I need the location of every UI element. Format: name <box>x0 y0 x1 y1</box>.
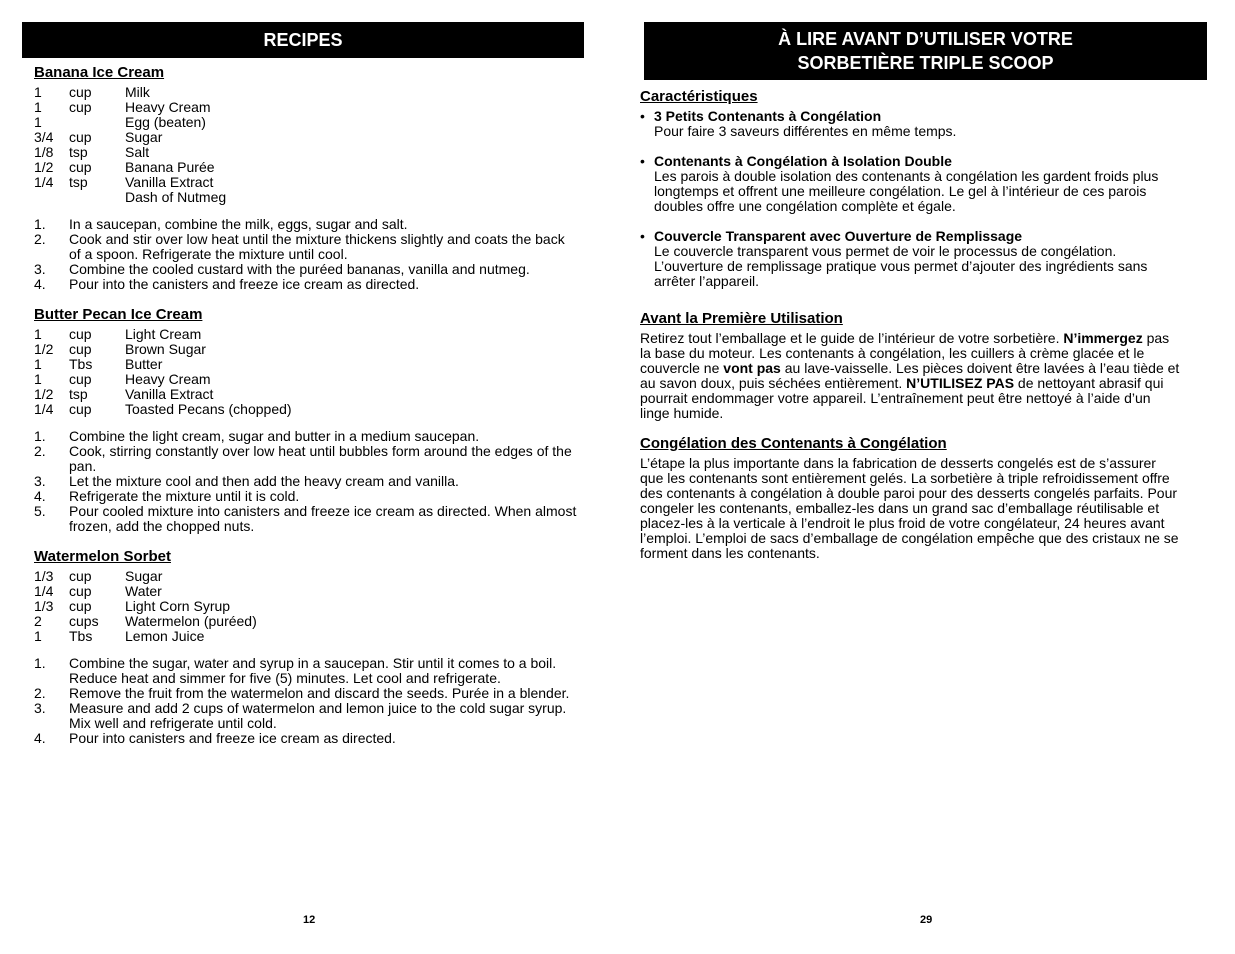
ingredient-name: Watermelon (puréed) <box>125 613 257 629</box>
feature-item <box>640 154 1182 214</box>
step-row <box>34 686 579 701</box>
ingredient-quantity: 1/4 <box>34 401 54 417</box>
step-row <box>34 444 579 474</box>
ingredient-quantity: 1/2 <box>34 159 54 175</box>
ingredient-row <box>34 569 579 584</box>
ingredient-unit: tsp <box>69 174 88 190</box>
ingredient-name: Water <box>125 583 162 599</box>
instructions-content <box>640 88 1182 561</box>
step-row <box>34 504 579 534</box>
page-number-left: 12 <box>303 914 316 926</box>
step-row <box>34 474 579 489</box>
banner-line-2: SORBETIÈRE TRIPLE SCOOP <box>797 53 1054 73</box>
step-text: Pour into canisters and freeze ice cream as directed. <box>69 730 396 746</box>
step-row <box>34 232 579 262</box>
ingredient-quantity: 1/2 <box>34 386 54 402</box>
ingredient-unit: cup <box>69 129 92 145</box>
ingredient-unit: cup <box>69 84 92 100</box>
ingredient-quantity: 1 <box>34 356 42 372</box>
step-number: 2. <box>34 685 46 701</box>
recipes-banner-title: RECIPES <box>263 30 343 50</box>
recipe <box>34 306 579 534</box>
ingredient-row <box>34 372 579 387</box>
step-number: 1. <box>34 428 46 444</box>
ingredient-quantity: 1/4 <box>34 174 54 190</box>
ingredient-unit: cup <box>69 341 92 357</box>
step-text: Combine the light cream, sugar and butter in a medium saucepan. <box>69 428 480 444</box>
step-text: Combine the sugar, water and syrup in a saucepan. Stir until it comes to a boil. Reduce heat and simmer for five (5) minutes. Let cool and refrigerate. <box>69 655 557 686</box>
ingredient-quantity: 1/2 <box>34 341 54 357</box>
step-row <box>34 277 579 292</box>
ingredient-name: Vanilla Extract <box>125 174 214 190</box>
features-heading: Caractéristiques <box>640 88 758 105</box>
recipe <box>34 548 579 746</box>
ingredient-quantity: 1 <box>34 326 42 342</box>
before-bold-1: N’immergez <box>1063 330 1143 346</box>
recipe-title: Butter Pecan Ice Cream <box>34 306 203 323</box>
ingredient-quantity: 2 <box>34 613 42 629</box>
feature-title: Couvercle Transparent avec Ouverture de Remplissage <box>654 228 1023 244</box>
ingredient-row <box>34 327 579 342</box>
recipes-banner <box>22 22 584 58</box>
ingredient-unit: cup <box>69 598 92 614</box>
ingredient-name: Sugar <box>125 129 163 145</box>
ingredient-quantity: 1/4 <box>34 583 54 599</box>
feature-text: Les parois à double isolation des contenants à congélation les gardent froids plus longtemps et offrent une meilleure congélation. Le gel à l’intérieur de ces parois doubles offre une congélation complète et égale. <box>654 168 1159 214</box>
step-text: Measure and add 2 cups of watermelon and lemon juice to the cold sugar syrup. Mix well and refrigerate until cold. <box>69 700 567 731</box>
banner-line-1: À LIRE AVANT D’UTILISER VOTRE <box>778 29 1073 49</box>
ingredient-name: Sugar <box>125 568 163 584</box>
ingredient-unit: cup <box>69 568 92 584</box>
feature-text: Pour faire 3 saveurs différentes en même temps. <box>654 123 957 139</box>
ingredient-row <box>34 115 579 130</box>
before-bold-2: vont pas <box>723 360 781 376</box>
ingredient-unit <box>69 190 125 205</box>
ingredient-row <box>34 357 579 372</box>
step-text: Let the mixture cool and then add the heavy cream and vanilla. <box>69 473 459 489</box>
ingredient-name: Brown Sugar <box>125 341 206 357</box>
bullet-icon: • <box>640 153 645 169</box>
before-text-3: au lave-vaisselle. Les pièces doivent être lavées à l’eau tiède et au savon doux, puis séchées entièrement. <box>640 360 1180 391</box>
ingredient-row <box>34 175 579 190</box>
step-row <box>34 489 579 504</box>
bullet-icon: • <box>640 228 645 244</box>
freezing-text: L’étape la plus importante dans la fabrication de desserts congelés est de s’assurer que les contenants sont entièrement gelés. La sorbetière à triple refroidissement offre des contenants à congélation à double paroi pour des desserts congelés parfaits. Pour congeler les contenants, emballez-les dans un grand sac d’emballage réutilisable et placez-les à la verticale à l’endroit le plus froid de votre congélateur, 24 heures avant l’emploi. L’emploi de sacs d’emballage de congélation empêche que des cristaux ne se forment dans les contenants. <box>640 455 1179 561</box>
ingredient-quantity <box>34 190 69 205</box>
step-number: 2. <box>34 231 46 247</box>
right-page <box>617 0 1235 954</box>
ingredient-unit: cup <box>69 583 92 599</box>
page-number-right: 29 <box>920 914 933 926</box>
ingredient-unit: tsp <box>69 386 88 402</box>
ingredient-name: Milk <box>125 84 150 100</box>
recipe-steps <box>34 656 579 746</box>
ingredient-name: Light Corn Syrup <box>125 598 231 614</box>
step-row <box>34 731 579 746</box>
before-text-2: pas la base du moteur. Les contenants à congélation, les cuillers à crème glacée et le couvercle ne <box>640 330 1170 376</box>
step-text: Remove the fruit from the watermelon and discard the seeds. Purée in a blender. <box>69 685 570 701</box>
left-page <box>0 0 617 954</box>
ingredient-unit: cups <box>69 613 99 629</box>
step-number: 3. <box>34 700 46 716</box>
ingredient-name: Egg (beaten) <box>125 114 206 130</box>
ingredient-quantity: 1 <box>34 371 42 387</box>
recipes-content <box>34 64 579 760</box>
ingredient-row <box>34 629 579 644</box>
step-number: 1. <box>34 655 46 671</box>
before-first-use-text <box>640 331 1182 421</box>
ingredient-name: Butter <box>125 356 163 372</box>
step-text: Pour into the canisters and freeze ice cream as directed. <box>69 276 420 292</box>
step-text: In a saucepan, combine the milk, eggs, sugar and salt. <box>69 216 408 232</box>
step-row <box>34 656 579 686</box>
ingredient-row <box>34 190 579 205</box>
ingredient-unit: Tbs <box>69 628 93 644</box>
ingredient-unit: cup <box>69 326 92 342</box>
feature-title: Contenants à Congélation à Isolation Double <box>654 153 952 169</box>
step-number: 4. <box>34 730 46 746</box>
ingredient-unit: cup <box>69 401 92 417</box>
ingredient-quantity: 3/4 <box>34 129 54 145</box>
ingredient-quantity: 1/3 <box>34 598 54 614</box>
feature-text: Le couvercle transparent vous permet de voir le processus de congélation. L’ouverture de remplissage pratique vous permet d’ajouter des ingrédients sans arrêter l’appareil. <box>654 243 1148 289</box>
ingredient-unit: cup <box>69 99 92 115</box>
recipe-steps <box>34 217 579 292</box>
step-row <box>34 217 579 232</box>
ingredient-row <box>34 85 579 100</box>
instructions-banner <box>644 22 1207 80</box>
ingredient-name: Salt <box>125 144 150 160</box>
ingredient-name: Banana Purée <box>125 159 215 175</box>
step-number: 3. <box>34 261 46 277</box>
step-number: 2. <box>34 443 46 459</box>
ingredient-name: Dash of Nutmeg <box>125 189 227 205</box>
ingredient-row <box>34 402 579 417</box>
freezing-heading: Congélation des Contenants à Congélation <box>640 435 947 452</box>
recipe <box>34 64 579 292</box>
recipe-title: Watermelon Sorbet <box>34 548 171 565</box>
before-bold-3: N’UTILISEZ PAS <box>906 375 1015 391</box>
ingredient-row <box>34 145 579 160</box>
ingredient-row <box>34 599 579 614</box>
feature-item <box>640 229 1182 289</box>
ingredient-unit: tsp <box>69 144 88 160</box>
ingredient-unit: Tbs <box>69 356 93 372</box>
ingredient-row <box>34 160 579 175</box>
step-number: 4. <box>34 276 46 292</box>
ingredient-name: Heavy Cream <box>125 99 211 115</box>
ingredient-quantity: 1/3 <box>34 568 54 584</box>
step-number: 4. <box>34 488 46 504</box>
ingredient-name: Vanilla Extract <box>125 386 214 402</box>
step-text: Combine the cooled custard with the puréed bananas, vanilla and nutmeg. <box>69 261 530 277</box>
ingredient-quantity: 1 <box>34 114 42 130</box>
before-text-4: de nettoyant abrasif qui pourrait endommager votre appareil. L’entraînement peut être nettoyé à l’aide d’un linge humide. <box>640 375 1164 421</box>
ingredient-name: Toasted Pecans (chopped) <box>125 401 292 417</box>
ingredient-quantity: 1/8 <box>34 144 54 160</box>
step-number: 3. <box>34 473 46 489</box>
ingredient-row <box>34 614 579 629</box>
before-text-1: Retirez tout l’emballage et le guide de l’intérieur de votre sorbetière. <box>640 330 1064 346</box>
ingredient-unit <box>69 115 125 130</box>
feature-item <box>640 109 1182 139</box>
ingredient-row <box>34 584 579 599</box>
feature-title: 3 Petits Contenants à Congélation <box>654 108 882 124</box>
step-row <box>34 701 579 731</box>
step-text: Cook, stirring constantly over low heat until bubbles form around the edges of the pan. <box>69 443 572 474</box>
ingredient-row <box>34 130 579 145</box>
step-text: Refrigerate the mixture until it is cold. <box>69 488 300 504</box>
step-text: Cook and stir over low heat until the mixture thickens slightly and coats the back of a spoon. Refrigerate the mixture until cool. <box>69 231 565 262</box>
ingredient-quantity: 1 <box>34 99 42 115</box>
step-row <box>34 429 579 444</box>
ingredient-row <box>34 100 579 115</box>
step-number: 1. <box>34 216 46 232</box>
step-number: 5. <box>34 503 46 519</box>
recipe-title: Banana Ice Cream <box>34 64 165 81</box>
ingredient-row <box>34 387 579 402</box>
recipe-steps <box>34 429 579 534</box>
before-first-use-heading: Avant la Première Utilisation <box>640 310 843 327</box>
ingredient-quantity: 1 <box>34 628 42 644</box>
ingredient-name: Lemon Juice <box>125 628 205 644</box>
bullet-icon: • <box>640 108 645 124</box>
step-text: Pour cooled mixture into canisters and freeze ice cream as directed. When almost frozen, add the chopped nuts. <box>69 503 577 534</box>
step-row <box>34 262 579 277</box>
ingredient-row <box>34 342 579 357</box>
ingredient-unit: cup <box>69 159 92 175</box>
ingredient-name: Light Cream <box>125 326 202 342</box>
ingredient-name: Heavy Cream <box>125 371 211 387</box>
ingredient-quantity: 1 <box>34 84 42 100</box>
features-list <box>640 109 1182 304</box>
ingredient-unit: cup <box>69 371 92 387</box>
